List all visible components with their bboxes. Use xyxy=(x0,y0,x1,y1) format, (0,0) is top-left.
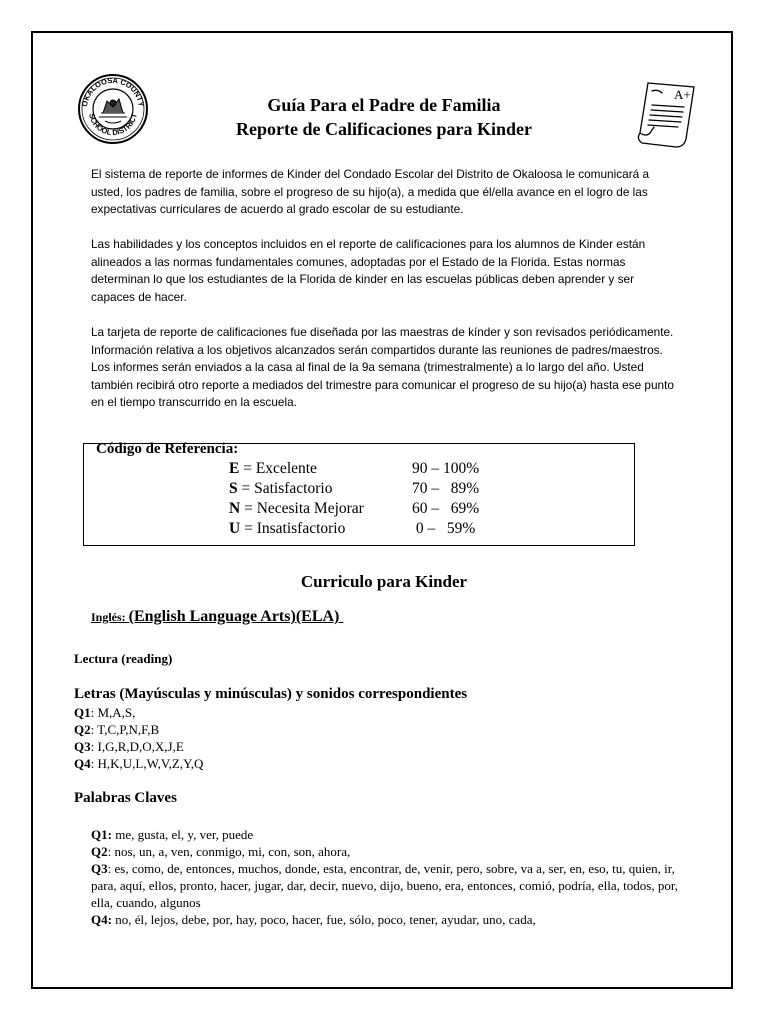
grade-range: 90 – 100% xyxy=(412,460,480,477)
subject-heading xyxy=(91,608,343,626)
reference-row xyxy=(229,519,345,539)
letters-q4: Q4: H,K,U,L,W,V,Z,Y,Q xyxy=(74,756,204,771)
keywords-q1: Q1: me, gusta, el, y, ver, puede xyxy=(91,827,254,842)
reference-title: Código de Referencia: xyxy=(96,441,239,457)
paper-grade-text: A+ xyxy=(674,87,691,102)
letters-q1: Q1: M,A,S, xyxy=(74,705,136,720)
letters-q2: Q2: T,C,P,N,F,B xyxy=(74,722,160,737)
intro-paragraph-3: La tarjeta de reporte de calificaciones fue diseñada por las maestras de kínder y son revisados periódicamente. Información relativa a los objetivos alcanzados serán compartidos durante las reuniones de padres/maestros. Los informes serán enviados a la casa al final de la 9a semana (trimestralmente) a lo largo del año. Usted también recibirá otro reporte a mediados del trimestre para comunicar el progreso de su hijo(a) hasta ese punto en el tiempo transcurrido en la escuela. xyxy=(91,325,674,410)
document-page xyxy=(31,31,733,989)
grade-range: 70 – 89% xyxy=(412,480,480,497)
letters-heading: Letras (Mayúsculas y minúsculas) y sonidos correspondientes xyxy=(74,686,468,702)
intro-paragraph-2: Las habilidades y los conceptos incluidos en el reporte de calificaciones para los alumnos de Kinder están alineados a las normas fundamentales comunes, adoptadas por el Estado de la Florida. Estas normas determinan lo que los estudiantes de la Florida de kinder en las escuelas públicas deben aprender y ser capaces de hacer. xyxy=(91,237,646,304)
reading-label: Lectura (reading) xyxy=(74,651,173,666)
seal-bottom-text: SCHOOL DISTRICT xyxy=(87,112,139,138)
grade-code: E xyxy=(229,460,240,477)
grade-code: N xyxy=(229,500,241,517)
keywords-heading: Palabras Claves xyxy=(74,790,177,806)
keywords-q3: Q3: es, como, de, entonces, muchos, donde, esta, encontrar, de, venir, pero, sobre, va a, ser, en, eso, tu, quien, ir, para, aquí, ellos, pronto, hacer, jugar, dar, decir, nuevo, dijo, bueno, era, entonces, comió, podría, ella, todos, por, ella, cuando, algunos xyxy=(91,861,678,910)
intro-paragraph-1: El sistema de reporte de informes de Kinder del Condado Escolar del Distrito de Okaloosa le comunicará a usted, los padres de familia, sobre el progreso de su hijo(a), a medida que él/ella avance en el logro de las expectativas curriculares de acuerdo al grado escolar de su estudiante. xyxy=(91,167,650,217)
keywords-q4: Q4: no, él, lejos, debe, por, hay, poco, hacer, fue, sólo, poco, tener, ayudar, uno, cada, xyxy=(91,912,536,927)
keywords-q2: Q2: nos, un, a, ven, conmigo, mi, con, son, ahora, xyxy=(91,844,351,859)
reference-row xyxy=(229,479,332,499)
grade-code: S xyxy=(229,480,238,497)
grade-range: 0 – 59% xyxy=(412,520,476,537)
letters-q3: Q3: I,G,R,D,O,X,J,E xyxy=(74,739,184,754)
reference-row xyxy=(229,459,317,479)
grade-label: = Insatisfactorio xyxy=(240,520,346,537)
reference-row xyxy=(229,499,364,519)
subject-name: (English Language Arts)(ELA) xyxy=(128,608,344,625)
grade-label: = Excelente xyxy=(239,460,317,477)
page-title: Guía Para el Padre de Familia xyxy=(267,95,501,115)
seal-top-text: OKALOOSA COUNTY xyxy=(80,75,146,108)
subject-prefix: Inglés: xyxy=(91,610,129,624)
grade-label: = Satisfactorio xyxy=(237,480,333,497)
page-subtitle: Reporte de Calificaciones para Kinder xyxy=(236,119,532,139)
grade-label: = Necesita Mejorar xyxy=(240,500,364,517)
grade-range: 60 – 69% xyxy=(412,500,480,517)
curriculum-title: Curriculo para Kinder xyxy=(300,572,468,591)
reference-code-box xyxy=(83,443,635,546)
grade-code: U xyxy=(229,520,241,537)
